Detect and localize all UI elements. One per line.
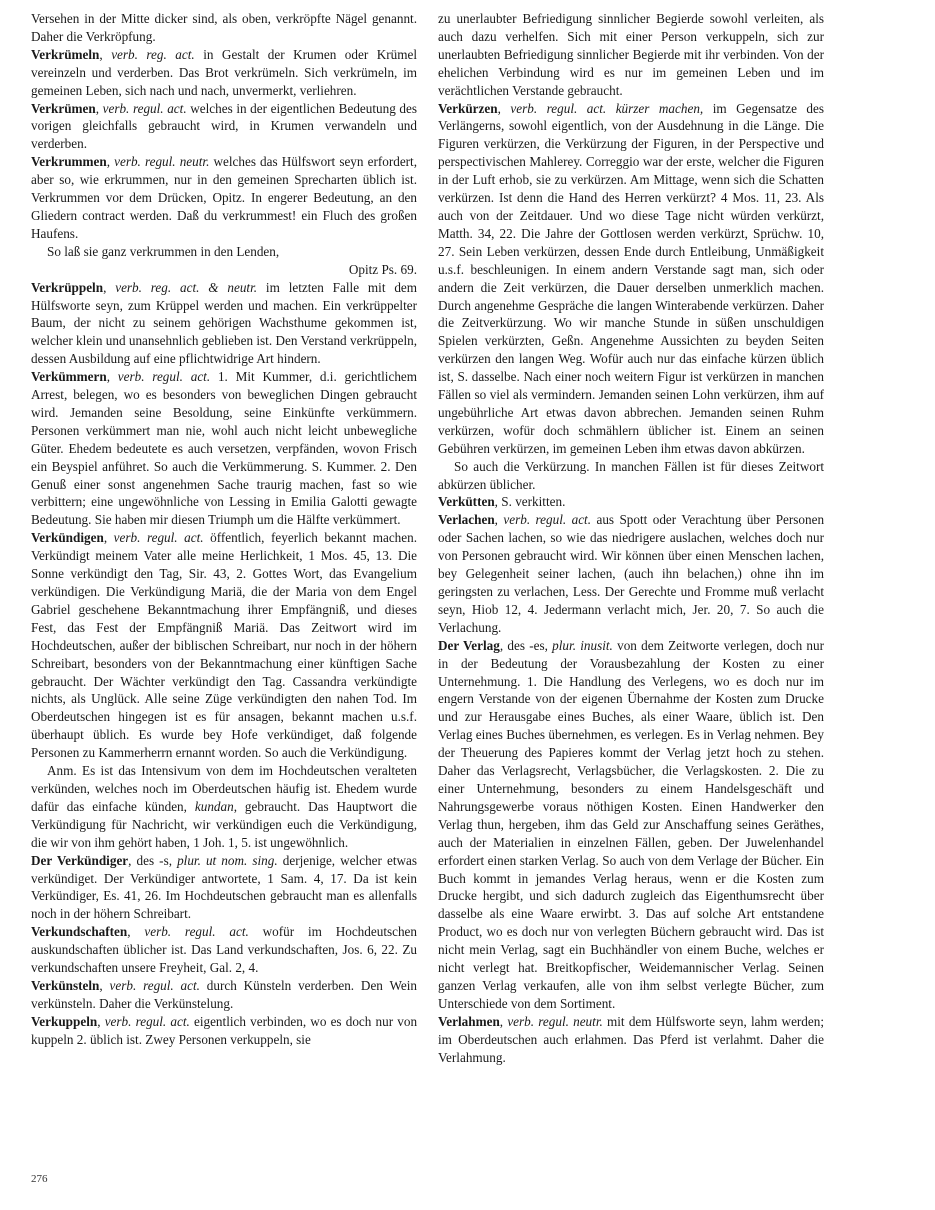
entry-text: in Gestalt der Krumen oder Krümel vereinzeln und verderben. Das Brot verkrümeln. Sich verkrümeln, im gemeinen Leben, sich nach und nach, unvermerkt, verliehren. <box>31 46 418 98</box>
headword: Verkrümeln <box>31 46 100 62</box>
grammar-note: verb. reg. act. & neutr. <box>115 279 258 295</box>
entry-text: welches in der eigentlichen Bedeutung des vorigen gleichfalls gebraucht wird, in Krumen verwandeln und verderben. <box>31 100 417 152</box>
entry-text: zu unerlaubter Befriedigung sinnlicher Begierde sowohl verleiten, als auch dazu verhelfen. Sich mit einer Person verkuppeln, sich zur unerlaubten Befriedigung sinnlicher Begierde mit ihr verbinden. Von der ehelichen Verbindung wird es nur im gemeinen Leben und im verächtlichen Verstande gebraucht. <box>438 11 824 98</box>
entry-text: wofür im Hochdeutschen auskundschaften üblicher ist. Das Land verkundschaften, Jos. 6, 22. Zu verkundschaften unsere Freyheit, Gal. 2, 4. <box>31 924 418 976</box>
dictionary-entry <box>438 493 824 511</box>
entry-text: eigentlich verbinden, wo es doch nur von kuppeln 2. üblich ist. Zwey Personen verkuppeln, sie <box>31 1013 418 1047</box>
dictionary-entry <box>438 10 824 100</box>
headword: Verkürzen <box>438 100 498 116</box>
entry-text: Opitz Ps. 69. <box>348 261 417 277</box>
dictionary-entry: Verkümmern, verb. regul. act. 1. Mit Kummer, d.i. gerichtlichem Arrest, belegen, wo es besonders von beweglichen Dingen gebraucht wird. Jemanden seine Besoldung, seine Einkünfte verkümmern. Personen verkümmert man nie, wohl auch nicht leicht unbewegliche Güter. Ehedem bedeutete es auch versetzen, verpfänden, wovon Frisch ein Beyspiel anführet. So auch die Verkümmerung. S. Kummer. 2. Den Genuß einer sonst angenehmen Sache traurig machen, fast so wie verbittern; eine ungewöhnliche von Lessing in Emilia Galotti gewagte Bedeutung. Sie haben mir diesen Triumph um die Hälfte verkümmert. <box>31 369 418 528</box>
dictionary-entry: Verkrümen, verb. regul. act. welches in der eigentlichen Bedeutung des vorigen gleichfalls gebraucht wird, in Krumen verwandeln und verderben. <box>31 100 417 152</box>
dictionary-entry: Verlachen, verb. regul. act. aus Spott oder Verachtung über Personen oder Sachen lachen, so wie das niedrigere auslachen, welches doch nur von Personen gebraucht wird. Wir können über einen Menschen lachen, bey Gelegenheit seiner lachen, (auch ihn belachen,) ohne ihn im geringsten zu verlachen, Less. Der Gerechte und Fromme muß verlacht seyn, Hiob 12, 4. Jedermann verlacht mich, Jer. 20, 7. So auch die Verlachung. <box>438 512 825 635</box>
entry-text: So auch die Verkürzung. In manchen Fällen ist für dieses Zeitwort abkürzen üblicher. <box>438 458 824 492</box>
grammar-note: verb. regul. act. <box>503 512 592 528</box>
grammar-note: verb. regul. act. <box>104 1013 190 1029</box>
entry-inflection: , des -es, <box>499 637 553 653</box>
dictionary-entry: Verkündigen, verb. regul. act. öffentlich, feyerlich bekannt machen. Verkündigt meinem Vater alle meine Herlichkeit, 1 Mos. 45, 13. Die Sonne verkündigt den Tag, Sir. 43, 2. Gottes Wort, das Evangelium verkündigen. Die Verkündigung Mariä, die der Maria von dem Engel Gabriel geschehene Bekanntmachung ihrer Empfängniß, und dieses Fest, das Fest der Empfängniß Mariä. Das Zeitwort wird im Hochdeutschen, außer der biblischen Schreibart, nur noch in der höhern Schreibart, besonders von der Bekanntmachung einer künftigen Sache gebraucht. Der Wächter verkündigt den Tag. Cassandra verkündigte nichts, als Unglück. Alle seine Züge verkündigten den nahen Tod. Im Oberdeutschen hingegen ist es für ansagen, bekannt machen u.s.f. überhaupt üblich. Es wurde bey Hofe verkündiget, daß folgende Personen zu Kammerherrn ernannt worden. So auch die Verkündigung. <box>31 530 418 761</box>
grammar-note: verb. regul. act. kürzer machen, <box>510 100 704 116</box>
headword: Verkümmern <box>31 369 107 385</box>
entry-inflection: , <box>494 494 502 510</box>
dictionary-entry <box>31 762 417 852</box>
headword: Verkuppeln <box>31 1013 98 1029</box>
grammar-note: verb. regul. act. <box>109 977 200 993</box>
grammar-note: verb. regul. act. <box>102 100 187 116</box>
dictionary-entry <box>438 458 824 494</box>
headword: Verkrummen <box>31 154 107 170</box>
dictionary-entry <box>31 852 417 924</box>
grammar-note: verb. regul. act. <box>117 369 211 385</box>
grammar-note: plur. ut nom. sing. <box>177 852 278 868</box>
entry-text: im letzten Falle mit dem Hülfsworte seyn, zum Krüppel werden und machen. Ein verkrüppelter Baum, der nicht zu seinem gehörigen Wachsthume gekommen ist, welcher klein und unansehnlich geblieben ist. Den Verstand verkrüppeln, dessen Ausbildung auf eine pflichtwidrige Art hindern. <box>31 279 418 367</box>
headword: Verkundschaften <box>31 924 128 940</box>
entry-text: , gebraucht. Das Hauptwort die Verkündigung für Nachricht, wir verkündigen euch die Verkündigung, die wir von ihm gehört haben, 1 Joh. 1, 5. ist ungewöhnlich. <box>31 798 417 850</box>
grammar-note: plur. inusit. <box>552 637 613 653</box>
entry-text: durch Künsteln verderben. Den Wein verkünsteln. Daher die Verkünstelung. <box>31 977 417 1011</box>
dictionary-entry: Verlahmen, verb. regul. neutr. mit dem Hülfsworte seyn, lahm werden; im Oberdeutschen auch erlahmen. Das Pferd ist verlahmt. Daher die Verlahmung. <box>438 1013 825 1065</box>
headword: Verkünsteln <box>31 977 100 993</box>
entry-text: Versehen in der Mitte dicker sind, als oben, verkröpfte Nägel genannt. Daher die Verkröpfung. <box>31 11 417 44</box>
headword: Verlachen <box>438 512 495 528</box>
headword: Verkrümen <box>31 100 96 116</box>
dictionary-entry <box>31 243 417 261</box>
dictionary-entry: Verkuppeln, verb. regul. act. eigentlich verbinden, wo es doch nur von kuppeln 2. üblich ist. Zwey Personen verkuppeln, sie <box>31 1013 418 1047</box>
entry-text: welches das Hülfswort seyn erfordert, aber so, wie erkrummen, nur in den gemeinen Sprecharten üblich ist. Verkrummen vor dem Drücken, Opitz. In engerer Bedeutung, an den Gliedern contract werden. Daß du verkrummest! ein Fluch des großen Haufens. <box>31 154 418 241</box>
grammar-note: verb. reg. act. <box>111 46 195 62</box>
headword: Der Verkündiger <box>31 852 129 868</box>
entry-text: von dem Zeitworte verlegen, doch nur in der Bedeutung der Vorausbezahlung der Kosten zu einer Unternehmung. 1. Die Handlung des Verlegens, wo es doch nur im engern Verstande von der eigenen Übernahme der Kosten zum Drucke und zur Herausgabe eines Buches, als einer Waare, üblich ist. Den Verlag eines Buches übernehmen, es verlegen. Es in Verlag nehmen. Bey der Theuerung des Papieres kommt der Verlag jetzt hoch zu stehen. Daher das Verlagsrecht, Verlagsbücher, die Verlagskosten. 2. Die zu einer Unternehmung, besonders zu einem Handelsgeschäft und Nahrungsgewerbe voraus nöthigen Kosten. Einen Handwerker den Verlag thun, hergeben, ihm das Geld zur Anschaffung seines Geräthes, auch der Materialien in einzelnen Fällen, geben. Der Juwelenhandel erfordert einen starken Verlag. So auch von dem Verlage der Bücher. Ein Buch kommt in jemandes Verlag heraus, wenn er die Kosten zum Drucke hergibt, und sich dadurch zugleich das Eigenthumsrecht über dasselbe als eine Waare erwirbt. 3. Das auf solche Art entstandene Product, wo es doch nur von verlegten Büchern gebraucht wird. Das ist nicht mein Verlag, sagt ein Buchhändler von einem Buche, welches er nicht verlegt hat. Breitkopfischer, Weidemannischer Verlag. Seinen ganzen Verlag verkaufen, alle von ihm selbst verlegte Bücher, zum Unterschiede von dem Sortiment. <box>438 637 825 1011</box>
entry-inflection: , des -s, <box>128 852 178 868</box>
dictionary-entry <box>438 637 824 1013</box>
grammar-note: verb. regul. act. <box>144 924 249 940</box>
dictionary-entry: Verkürzen, verb. regul. act. kürzer machen, im Gegensatze des Verlängerns, sowohl eigentlich, von der Ausdehnung in die Länge. Die Figuren verkürzen, die Verkürzung der Figuren, in der Perspective und perspectivischen Mahlerey. Correggio war der erste, welcher die Figuren in der Luft erhob, sie zu verkürzen. Am Mittage, wenn sich die Schatten verkürzen. Ist denn die Hand des Herren verkürzt? 4 Mos. 11, 23. Als auch von der Zeitdauer. Und wo diese Tage nicht würden verkürzt, Matth. 34, 22. Die Jahre der Gottlosen werden verkürzt, Sprüchw. 10, 27. Sein Leben verkürzen, dessen Ende durch Entleibung, Unmäßigkeit u.s.f. beschleunigen. In einem andern Verstande sagt man, sich oder andern die Zeit verkürzen, die Dauer derselben unmerklich machen. Durch angenehme Gespräche die langen Winterabende verkürzen. Daher die Zeitverkürzung. Wo wir manche Stunde in süßen unschuldigen Spielen verkürzten, Geßn. Angenehme Aussichten zu beyden Seiten verkürzen den langen Weg. Wofür auch nur das einfache kürzen üblich ist, S. dasselbe. Nach einer noch weitern Figur ist verkürzen in manchen Fällen so viel als vermindern. Jemanden seinen Lohn verkürzen, ihm auf ungebührliche Art etwas davon abbrechen. Jemanden seinen Ruhm verkürzen, wofür doch schmählern üblicher ist. Einem an seinen Gebühren verkürzen, im gemeinen Leben ihm etwas davon abkürzen. <box>438 100 825 456</box>
entry-text: So laß sie ganz verkrummen in den Lenden, <box>47 243 280 259</box>
entry-text: aus Spott oder Verachtung über Personen oder Sachen lachen, so wie das niedrigere auslachen, welches doch nur von Personen gebraucht wird. Wir können über einen Menschen lachen, bey Gelegenheit seiner lachen, (auch ihn belachen,) ohne ihn im geringsten zu verlachen, Less. Der Gerechte und Fromme muß verlacht seyn, Hiob 12, 4. Jedermann verlacht mich, Jer. 20, 7. So auch die Verlachung. <box>438 512 825 635</box>
right-column <box>438 10 824 1066</box>
entry-text: derjenige, welcher etwas verkündiget. Der Verkündiger antwortete, 1 Sam. 4, 17. Da ist kein Verkündiger, Es. 41, 26. Im Hochdeutschen gebraucht man es allenfalls noch in der höhern Schreibart. <box>31 852 418 922</box>
entry-text: öffentlich, feyerlich bekannt machen. Verkündigt meinem Vater alle meine Herlichkeit, 1 Mos. 45, 13. Die Sonne verkündigt den Tag, Sir. 43, 2. Gottes Wort, das Evangelium verkündigen. Die Verkündigung Mariä, die der Maria von dem Engel Gabriel geschehene Bekanntmachung ihrer Empfängniß, und dieses Fest, das Fest der Empfängniß Mariä. Das Zeitwort wird im Hochdeutschen, außer der biblischen Schreibart, nur noch in der höhern Schreibart, besonders von der Bekanntmachung einer künftigen Sache gebraucht. Der Wächter verkündigt den Tag. Cassandra verkündigte nichts, als Unglück. Alle seine Züge verkündigten den nahen Tod. Im Oberdeutschen hingegen ist es für ansagen, bekannt machen u.s.f. überhaupt üblich. Es wurde bey Hofe verkündiget, daß folgende Personen zu Kammerherrn ernannt worden. So auch die Verkündigung. <box>31 530 418 761</box>
dictionary-entry: Verkünsteln, verb. regul. act. durch Künsteln verderben. Den Wein verkünsteln. Daher die Verkünstelung. <box>31 977 417 1011</box>
dictionary-page <box>31 10 911 1200</box>
entry-text: mit dem Hülfsworte seyn, lahm werden; im Oberdeutschen auch erlahmen. Das Pferd ist verlahmt. Daher die Verlahmung. <box>438 1013 825 1065</box>
dictionary-entry: Verkrümeln, verb. reg. act. in Gestalt der Krumen oder Krümel vereinzeln und verderben. Das Brot verkrümeln. Sich verkrümeln, im gemeinen Leben, sich nach und nach, unvermerkt, verliehren. <box>31 46 418 98</box>
dictionary-entry <box>31 261 417 279</box>
dictionary-entry: Verkundschaften, verb. regul. act. wofür im Hochdeutschen auskundschaften üblicher ist. Das Land verkundschaften, Jos. 6, 22. Zu verkundschaften unsere Freyheit, Gal. 2, 4. <box>31 924 418 976</box>
entry-text: im Gegensatze des Verlängerns, sowohl eigentlich, von der Ausdehnung in die Länge. Die Figuren verkürzen, die Verkürzung der Figuren, in der Perspective und perspectivischen Mahlerey. Correggio war der erste, welcher die Figuren in der Luft erhob, sie zu verkürzen. Am Mittage, wenn sich die Schatten verkürzen. Ist denn die Hand des Herren verkürzt? 4 Mos. 11, 23. Als auch von der Zeitdauer. Und wo diese Tage nicht würden verkürzt, Matth. 34, 22. Die Jahre der Gottlosen werden verkürzt, Sprüchw. 10, 27. Sein Leben verkürzen, dessen Ende durch Entleibung, Unmäßigkeit u.s.f. beschleunigen. In einem andern Verstande sagt man, sich oder andern die Zeit verkürzen, die Dauer derselben unmerklich machen. Durch angenehme Gespräche die langen Winterabende verkürzen. Daher die Zeitverkürzung. Wo wir manche Stunde in süßen unschuldigen Spielen verkürzten, Geßn. Angenehme Aussichten zu beyden Seiten verkürzen den langen Weg. Wofür auch nur das einfache kürzen üblich ist, S. dasselbe. Nach einer noch weitern Figur ist verkürzen in manchen Fällen so viel als vermindern. Jemanden seinen Lohn verkürzen, ihm auf ungebührliche Art etwas davon abbrechen. Jemanden seinen Ruhm verkürzen, wofür doch schmählern üblicher ist. Einem an seinen Gebühren verkürzen, im gemeinen Leben ihm etwas davon abkürzen. <box>438 100 825 456</box>
page-number: 276 <box>31 1173 48 1185</box>
grammar-note: kundan <box>194 798 234 814</box>
dictionary-entry: Verkrummen, verb. regul. neutr. welches das Hülfswort seyn erfordert, aber so, wie erkrummen, nur in den gemeinen Sprecharten üblich ist. Verkrummen vor dem Drücken, Opitz. In engerer Bedeutung, an den Gliedern contract werden. Daß du verkrummest! ein Fluch des großen Haufens. <box>31 154 418 241</box>
headword: Verlahmen <box>438 1013 500 1029</box>
entry-text: S. verkitten. <box>501 494 566 510</box>
headword: Verkündigen <box>31 530 104 546</box>
dictionary-entry: Verkrüppeln, verb. reg. act. & neutr. im letzten Falle mit dem Hülfsworte seyn, zum Krüppel werden und machen. Ein verkrüppelter Baum, der nicht zu seinem gehörigen Wachsthume gekommen ist, welcher klein und unansehnlich geblieben ist. Den Verstand verkrüppeln, dessen Ausbildung auf eine pflichtwidrige Art hindern. <box>31 279 418 367</box>
headword: Verkütten <box>438 494 495 510</box>
headword: Verkrüppeln <box>31 279 104 295</box>
grammar-note: verb. regul. neutr. <box>114 154 210 170</box>
grammar-note: verb. regul. act. <box>113 530 204 546</box>
entry-text: 1. Mit Kummer, d.i. gerichtlichem Arrest, belegen, wo es besonders von beweglichen Dingen gebraucht wird. Jemanden seine Besoldung, seine Einkünfte verkümmern. Personen verkümmert man nie, wohl auch nicht leicht unbewegliche Güter. Ehedem bedeutete es auch versetzen, verpfänden, wovon Frisch ein Beyspiel anführet. So auch die Verkümmerung. S. Kummer. 2. Den Genuß einer sonst angenehmen Sache traurig machen, fast so wie verbittern; eine ungewöhnliche von Lessing in Emilia Galotti gewagte Bedeutung. Sie haben mir diesen Triumph um die Hälfte verkümmert. <box>31 369 418 528</box>
grammar-note: verb. regul. neutr. <box>507 1013 603 1029</box>
entry-text: Anm. Es ist das Intensivum von dem im Hochdeutschen veralteten verkünden, welches noch im Oberdeutschen häufig ist. Ehedem wurde dafür das einfache künden, <box>31 763 417 814</box>
headword: Der Verlag <box>438 637 500 653</box>
left-column <box>31 10 417 1049</box>
dictionary-entry <box>31 10 417 46</box>
